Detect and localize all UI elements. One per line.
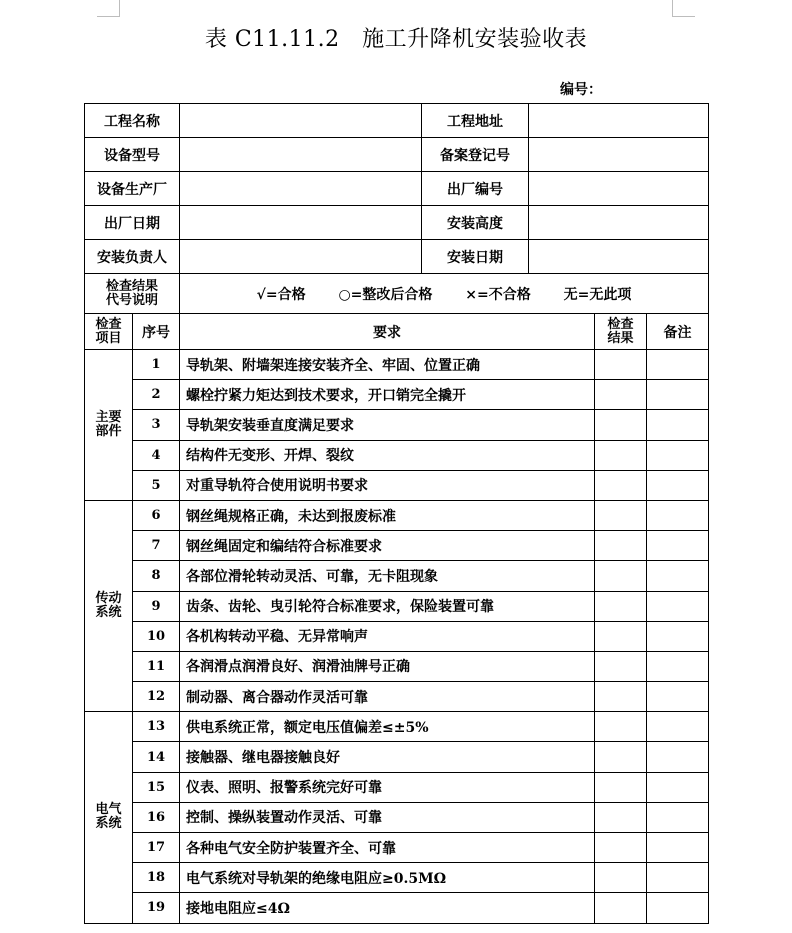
info-label: 工程地址 xyxy=(422,104,529,138)
header-remark: 备注 xyxy=(647,314,709,350)
row-requirement: 供电系统正常，额定电压值偏差≤±5% xyxy=(180,712,595,742)
info-value[interactable] xyxy=(529,138,709,172)
group-label-line1: 电气 xyxy=(95,802,122,818)
info-row xyxy=(85,138,709,172)
doc-number-label: 编号： xyxy=(560,82,602,98)
row-number: 6 xyxy=(133,500,180,530)
info-value[interactable] xyxy=(529,172,709,206)
row-number: 9 xyxy=(133,591,180,621)
row-number: 7 xyxy=(133,531,180,561)
row-result-cell[interactable] xyxy=(595,380,647,410)
row-result-cell[interactable] xyxy=(595,833,647,863)
info-row xyxy=(85,104,709,138)
row-remark-cell[interactable] xyxy=(647,893,709,923)
header-result-line1: 检查 xyxy=(607,316,634,332)
info-row xyxy=(85,240,709,274)
row-requirement: 钢丝绳固定和编结符合标准要求 xyxy=(180,531,595,561)
info-label: 出厂日期 xyxy=(85,206,180,240)
legend-label-line2: 代号说明 xyxy=(105,292,158,308)
info-row xyxy=(85,206,709,240)
info-label: 安装负责人 xyxy=(85,240,180,274)
row-requirement: 仪表、照明、报警系统完好可靠 xyxy=(180,772,595,802)
table-row xyxy=(85,531,709,561)
info-row xyxy=(85,172,709,206)
row-requirement: 接地电阻应≤4Ω xyxy=(180,893,595,923)
info-label: 安装高度 xyxy=(422,206,529,240)
group-label-line1: 传动 xyxy=(95,591,122,607)
row-remark-cell[interactable] xyxy=(647,380,709,410)
table-row xyxy=(85,742,709,772)
row-number: 15 xyxy=(133,772,180,802)
row-number: 4 xyxy=(133,440,180,470)
table-row xyxy=(85,561,709,591)
table-row xyxy=(85,772,709,802)
row-number: 5 xyxy=(133,470,180,500)
info-value[interactable] xyxy=(529,240,709,274)
row-requirement: 齿条、齿轮、曳引轮符合标准要求，保险装置可靠 xyxy=(180,591,595,621)
table-row xyxy=(85,380,709,410)
row-requirement: 对重导轨符合使用说明书要求 xyxy=(180,470,595,500)
row-result-cell[interactable] xyxy=(595,893,647,923)
row-remark-cell[interactable] xyxy=(647,531,709,561)
row-number: 14 xyxy=(133,742,180,772)
row-requirement: 各润滑点润滑良好、润滑油牌号正确 xyxy=(180,651,595,681)
row-requirement: 各种电气安全防护装置齐全、可靠 xyxy=(180,833,595,863)
row-remark-cell[interactable] xyxy=(647,350,709,380)
row-remark-cell[interactable] xyxy=(647,470,709,500)
info-value[interactable] xyxy=(180,138,422,172)
row-requirement: 电气系统对导轨架的绝缘电阻应≥0.5MΩ xyxy=(180,863,595,893)
header-check-item xyxy=(85,314,133,350)
row-number: 2 xyxy=(133,380,180,410)
legend-items xyxy=(180,274,709,314)
table-header-row xyxy=(85,314,709,350)
group-label-line2: 系统 xyxy=(95,816,122,832)
info-label: 出厂编号 xyxy=(422,172,529,206)
row-result-cell[interactable] xyxy=(595,531,647,561)
info-label: 设备生产厂 xyxy=(85,172,180,206)
row-requirement: 结构件无变形、开焊、裂纹 xyxy=(180,440,595,470)
row-number: 19 xyxy=(133,893,180,923)
row-requirement: 制动器、离合器动作灵活可靠 xyxy=(180,682,595,712)
header-check-item-line2: 项目 xyxy=(95,330,122,346)
row-remark-cell[interactable] xyxy=(647,772,709,802)
row-remark-cell[interactable] xyxy=(647,802,709,832)
row-requirement: 控制、操纵装置动作灵活、可靠 xyxy=(180,802,595,832)
row-remark-cell[interactable] xyxy=(647,561,709,591)
header-result xyxy=(595,314,647,350)
table-row xyxy=(85,621,709,651)
row-remark-cell[interactable] xyxy=(647,682,709,712)
row-remark-cell[interactable] xyxy=(647,833,709,863)
group-label-line2: 系统 xyxy=(95,605,122,621)
row-result-cell[interactable] xyxy=(595,651,647,681)
check-item-group xyxy=(85,712,133,923)
legend-label-line1: 检查结果 xyxy=(105,278,158,294)
info-value[interactable] xyxy=(529,104,709,138)
row-result-cell[interactable] xyxy=(595,712,647,742)
row-number: 18 xyxy=(133,863,180,893)
row-remark-cell[interactable] xyxy=(647,651,709,681)
row-number: 16 xyxy=(133,802,180,832)
table-row xyxy=(85,712,709,742)
info-value[interactable] xyxy=(180,172,422,206)
row-result-cell[interactable] xyxy=(595,561,647,591)
table-row xyxy=(85,863,709,893)
row-result-cell[interactable] xyxy=(595,410,647,440)
row-remark-cell[interactable] xyxy=(647,591,709,621)
table-row xyxy=(85,802,709,832)
check-item-group xyxy=(85,350,133,501)
row-result-cell[interactable] xyxy=(595,772,647,802)
info-value[interactable] xyxy=(180,240,422,274)
row-number: 3 xyxy=(133,410,180,440)
info-value[interactable] xyxy=(180,206,422,240)
row-remark-cell[interactable] xyxy=(647,742,709,772)
row-number: 10 xyxy=(133,621,180,651)
row-number: 17 xyxy=(133,833,180,863)
table-row xyxy=(85,470,709,500)
group-label-line1: 主要 xyxy=(95,409,122,425)
row-number: 8 xyxy=(133,561,180,591)
row-result-cell[interactable] xyxy=(595,802,647,832)
row-requirement: 各部位滑轮转动灵活、可靠，无卡阻现象 xyxy=(180,561,595,591)
row-requirement: 导轨架安装垂直度满足要求 xyxy=(180,410,595,440)
page-corner-mark-left xyxy=(97,0,120,17)
row-result-cell[interactable] xyxy=(595,440,647,470)
row-remark-cell[interactable] xyxy=(647,410,709,440)
row-result-cell[interactable] xyxy=(595,500,647,530)
row-number: 12 xyxy=(133,682,180,712)
row-requirement: 接触器、继电器接触良好 xyxy=(180,742,595,772)
page-corner-mark-right xyxy=(672,0,695,17)
row-result-cell[interactable] xyxy=(595,682,647,712)
row-remark-cell[interactable] xyxy=(647,621,709,651)
row-remark-cell[interactable] xyxy=(647,712,709,742)
info-label: 工程名称 xyxy=(85,104,180,138)
legend-row xyxy=(85,274,709,314)
row-number: 13 xyxy=(133,712,180,742)
info-label: 设备型号 xyxy=(85,138,180,172)
info-label: 备案登记号 xyxy=(422,138,529,172)
header-check-item-line1: 检查 xyxy=(95,316,122,332)
info-value[interactable] xyxy=(180,104,422,138)
check-item-group xyxy=(85,500,133,711)
row-requirement: 钢丝绳规格正确，未达到报废标准 xyxy=(180,500,595,530)
row-requirement: 导轨架、附墙架连接安装齐全、牢固、位置正确 xyxy=(180,350,595,380)
row-result-cell[interactable] xyxy=(595,863,647,893)
legend-na: 无=无此项 xyxy=(563,286,632,303)
page-title: 表 C11.11.2 施工升降机安装验收表 xyxy=(204,27,588,52)
row-result-cell[interactable] xyxy=(595,621,647,651)
table-row xyxy=(85,893,709,923)
row-number: 1 xyxy=(133,350,180,380)
table-row xyxy=(85,350,709,380)
group-label-line2: 部件 xyxy=(95,423,122,439)
row-result-cell[interactable] xyxy=(595,470,647,500)
acceptance-table xyxy=(84,103,709,924)
row-result-cell[interactable] xyxy=(595,591,647,621)
table-row xyxy=(85,833,709,863)
legend-rectified: ○=整改后合格 xyxy=(338,286,433,303)
header-seq: 序号 xyxy=(133,314,180,350)
row-result-cell[interactable] xyxy=(595,742,647,772)
table-row xyxy=(85,410,709,440)
info-value[interactable] xyxy=(529,206,709,240)
table-row xyxy=(85,500,709,530)
row-remark-cell[interactable] xyxy=(647,500,709,530)
row-remark-cell[interactable] xyxy=(647,440,709,470)
info-label: 安装日期 xyxy=(422,240,529,274)
table-row xyxy=(85,651,709,681)
table-row xyxy=(85,682,709,712)
table-row xyxy=(85,591,709,621)
row-result-cell[interactable] xyxy=(595,350,647,380)
row-requirement: 螺栓拧紧力矩达到技术要求，开口销完全撬开 xyxy=(180,380,595,410)
legend-pass: √=合格 xyxy=(256,286,306,303)
legend-label xyxy=(85,274,180,314)
header-requirement: 要求 xyxy=(180,314,595,350)
legend-fail: ×=不合格 xyxy=(465,286,531,303)
row-number: 11 xyxy=(133,651,180,681)
header-result-line2: 结果 xyxy=(607,330,634,346)
row-requirement: 各机构转动平稳、无异常响声 xyxy=(180,621,595,651)
row-remark-cell[interactable] xyxy=(647,863,709,893)
table-row xyxy=(85,440,709,470)
